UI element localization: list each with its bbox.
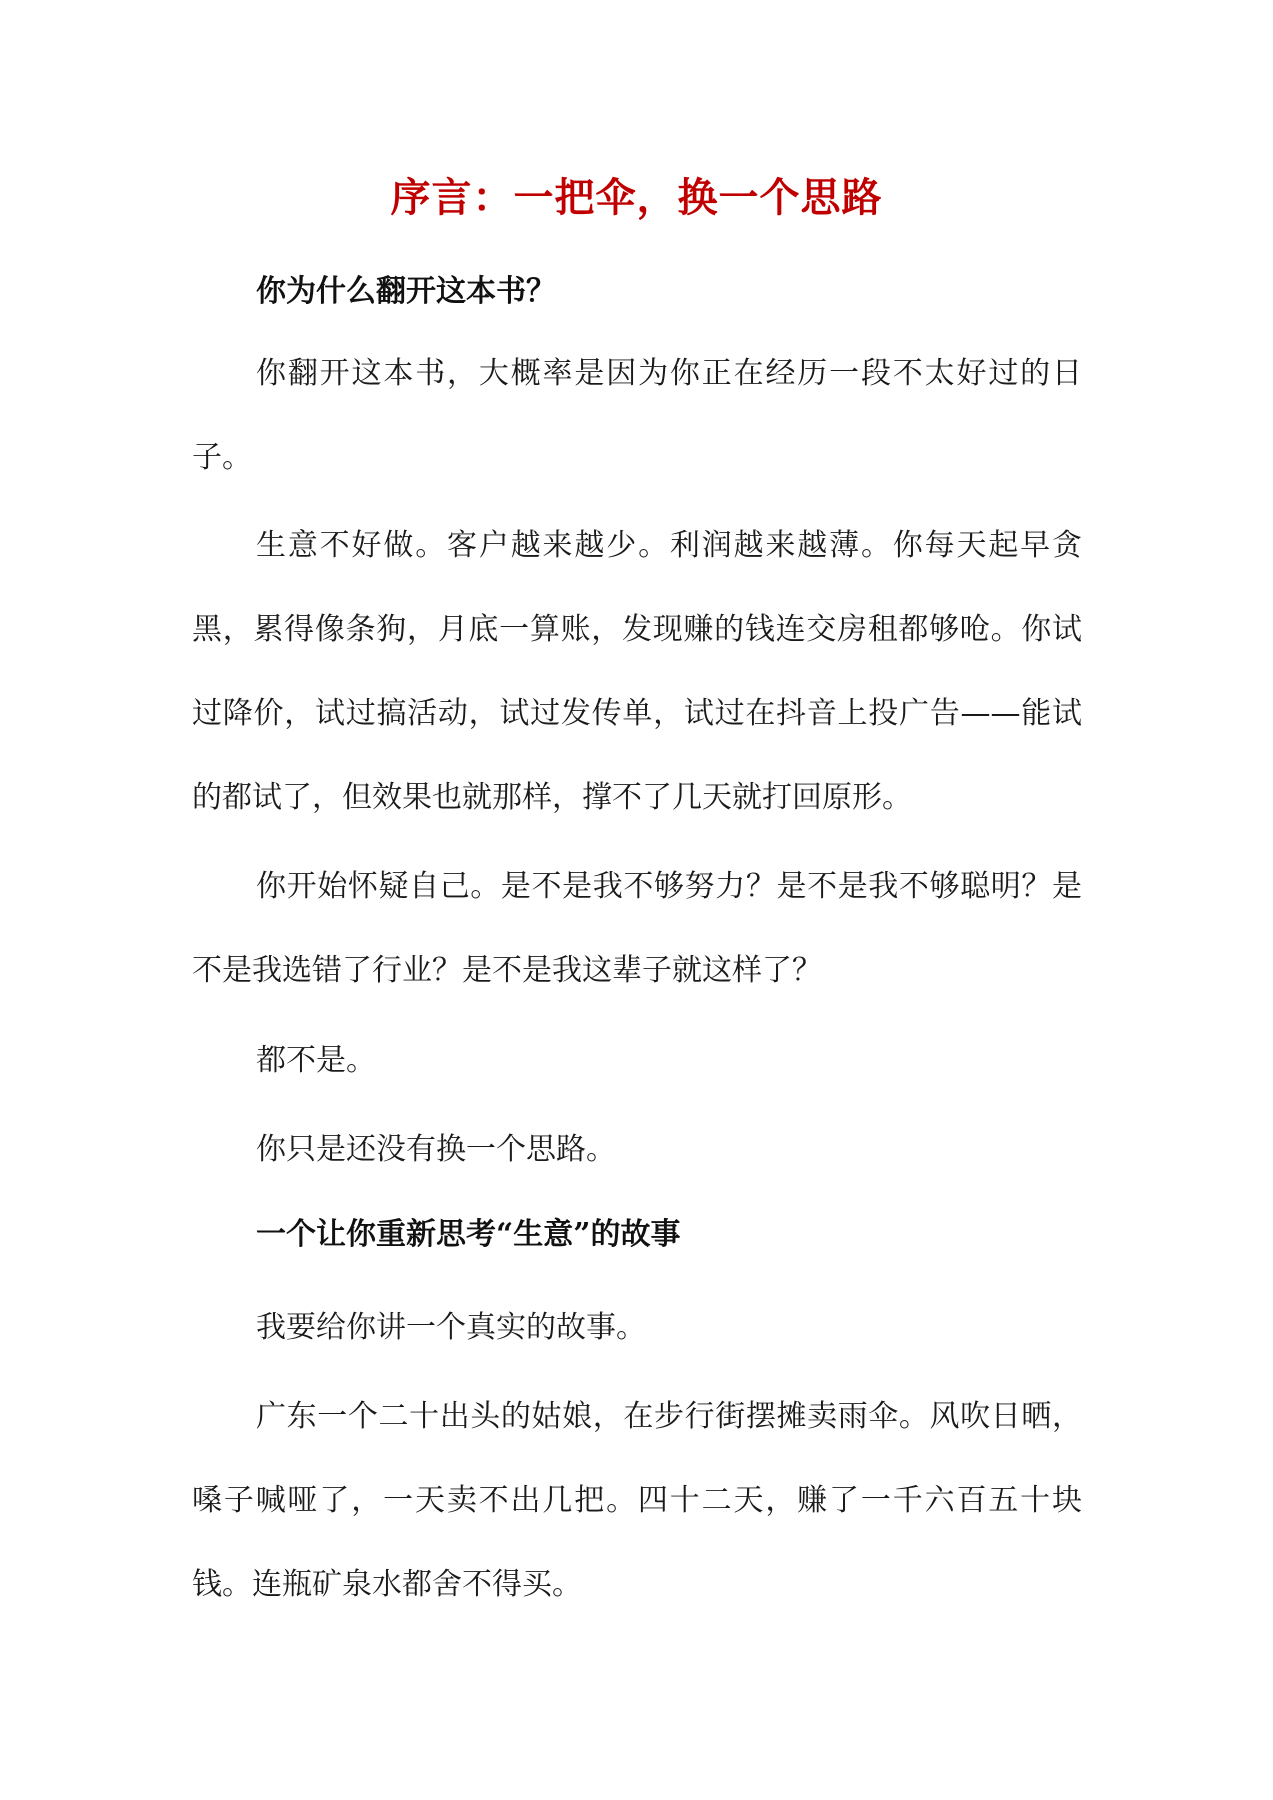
paragraph: 你开始怀疑自己。是不是我不够努力？是不是我不够聪明？是不是我选错了行业？是不是我这辈子就这样了？ [192, 869, 1082, 988]
paragraph: 广东一个二十出头的姑娘，在步行街摆摊卖雨伞。风吹日晒，嗓子喊哑了，一天卖不出几把。四十二天，赚了一千六百五十块钱。连瓶矿泉水都舍不得买。 [192, 1399, 1082, 1602]
section-heading-story: 一个让你重新思考“生意”的故事 [256, 1217, 681, 1252]
paragraph: 生意不好做。客户越来越少。利润越来越薄。你每天起早贪黑，累得像条狗，月底一算账，发现赚的钱连交房租都够呛。你试过降价，试过搞活动，试过发传单，试过在抖音上投广告——能试的都试了，但效果也就那样，撑不了几天就打回原形。 [192, 528, 1082, 815]
paragraph: 你只是还没有换一个思路。 [256, 1132, 616, 1167]
paragraph: 你翻开这本书，大概率是因为你正在经历一段不太好过的日子。 [192, 356, 1082, 475]
section-heading-why: 你为什么翻开这本书？ [256, 274, 556, 309]
paragraph: 都不是。 [256, 1043, 376, 1078]
paragraph: 我要给你讲一个真实的故事。 [256, 1310, 646, 1345]
page-title: 序言：一把伞，换一个思路 [390, 174, 883, 221]
